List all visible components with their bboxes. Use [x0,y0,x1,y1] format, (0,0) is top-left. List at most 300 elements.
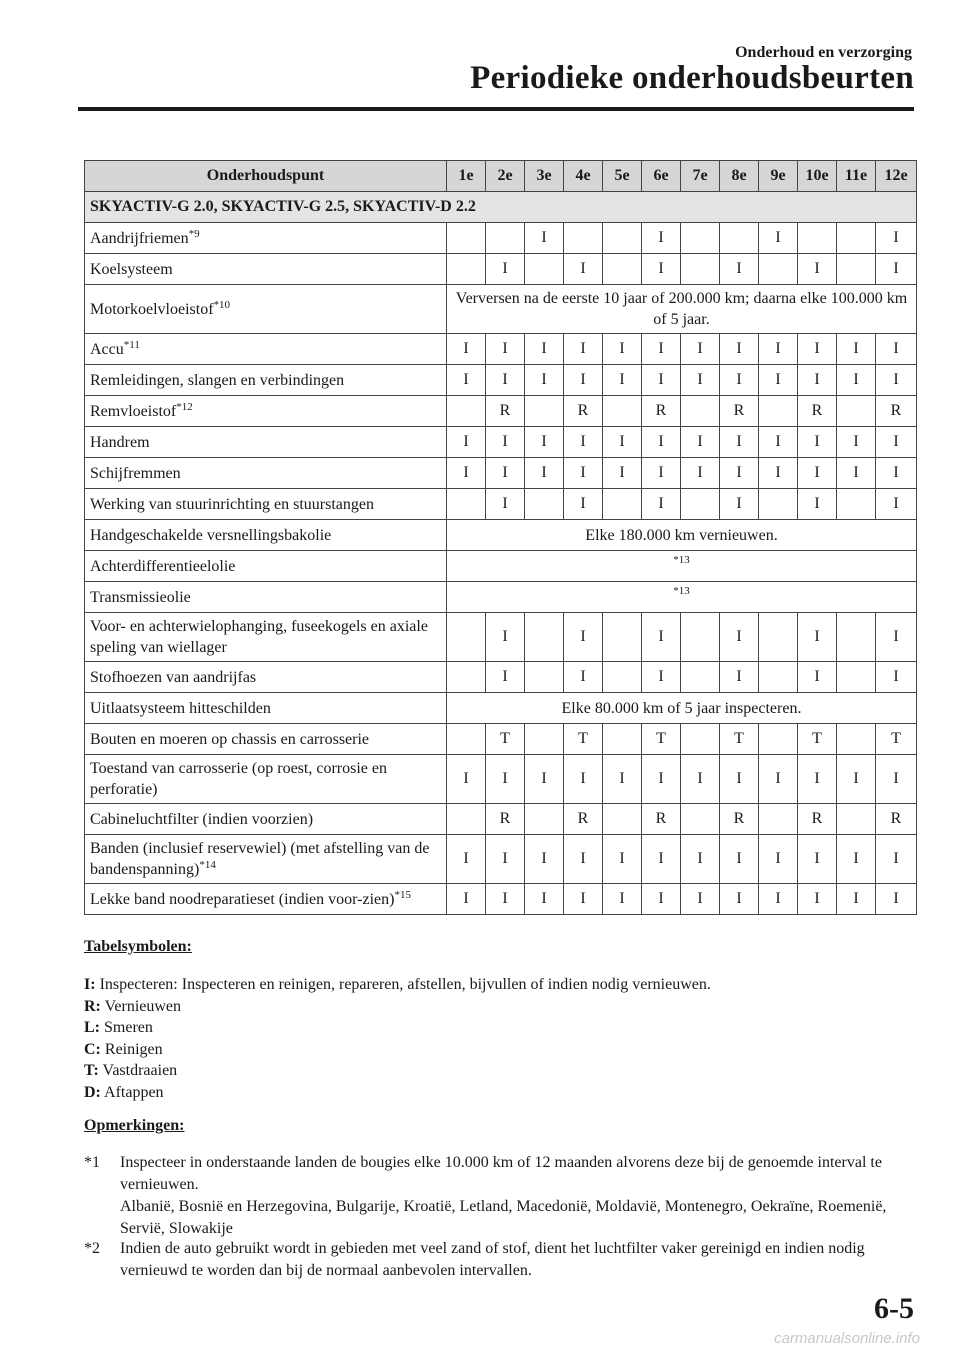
interval-cell [525,396,564,427]
interval-cell [486,223,525,254]
interval-cell: I [486,755,525,804]
interval-cell: I [837,755,876,804]
interval-cell: I [486,254,525,285]
row-item-text: Banden (inclusief reservewiel) (met afstelling van de bandenspanning) [90,840,430,878]
table-row [85,334,917,365]
table-row [85,427,917,458]
interval-cell: I [681,884,720,915]
table-row [85,755,917,804]
interval-cell: I [642,223,681,254]
symbol-entry [84,1017,711,1039]
interval-cell: R [486,804,525,835]
interval-cell: I [681,334,720,365]
symbol-text: Vastdraaien [102,1062,178,1079]
symbol-key: D: [84,1083,101,1101]
row-item-text: Bouten en moeren op chassis en carrosserie [90,730,370,748]
interval-cell: I [564,489,603,520]
remarks-heading: Opmerkingen: [84,1117,185,1134]
interval-cell: I [837,835,876,884]
interval-cell [447,804,486,835]
interval-cell [681,804,720,835]
interval-cell: I [798,489,837,520]
interval-cell [603,396,642,427]
symbols-heading: Tabelsymbolen: [84,938,192,955]
remark-text: Albanië, Bosnië en Herzegovina, Bulgarije, Kroatië, Letland, Macedonië, Moldavië, Montenegro, Oekraïne, Roemenië, Servië, Slowakije [120,1198,887,1237]
interval-cell: I [759,334,798,365]
interval-cell: I [720,755,759,804]
interval-cell: I [798,458,837,489]
interval-cell [837,254,876,285]
row-item-label [85,285,447,334]
column-header-interval: 3e [525,161,564,192]
footnote-ref: *9 [188,227,200,240]
symbol-entry [84,996,711,1018]
row-item-label [85,489,447,520]
interval-cell: I [564,334,603,365]
header-rule [78,107,914,111]
interval-cell: I [798,662,837,693]
row-item-label [85,835,447,884]
interval-cell: I [603,835,642,884]
column-header-item: Onderhoudspunt [85,161,447,192]
interval-cell: R [486,396,525,427]
interval-cell: I [486,662,525,693]
interval-cell: I [720,365,759,396]
interval-cell [759,662,798,693]
row-item-text: Voor- en achterwielophanging, fuseekogels en axiale speling van wiellager [90,618,428,656]
interval-cell: I [837,365,876,396]
column-header-interval: 7e [681,161,720,192]
interval-cell: I [447,458,486,489]
interval-cell: I [681,365,720,396]
remark-entry [84,1238,914,1282]
table-header-row [85,161,917,192]
chapter-title: Periodieke onderhoudsbeurten [470,60,914,96]
interval-cell: T [642,724,681,755]
row-item-text: Cabineluchtfilter (indien voorzien) [90,810,314,828]
footnote-ref: *15 [394,888,411,901]
interval-cell [525,254,564,285]
symbol-key: T: [84,1062,99,1079]
row-item-label [85,223,447,254]
interval-cell: I [837,884,876,915]
interval-cell: I [642,489,681,520]
interval-cell [798,223,837,254]
interval-cell [759,804,798,835]
interval-cell: R [876,804,917,835]
interval-cell: I [759,365,798,396]
row-item-text: Motorkoelvloeistof [90,300,214,318]
page-number: 6-5 [874,1292,914,1325]
interval-cell: I [798,427,837,458]
interval-cell: I [720,254,759,285]
interval-cell [837,804,876,835]
interval-cell: I [681,755,720,804]
table-row [85,884,917,915]
interval-cell [837,724,876,755]
interval-cell: I [798,334,837,365]
row-item-text: Lekke band noodreparatieset (indien voor-zien) [90,890,395,908]
footnote-ref: *14 [199,859,216,871]
row-item-text: Schijfremmen [90,464,181,482]
interval-cell: I [798,365,837,396]
column-header-interval: 12e [876,161,917,192]
interval-cell [837,223,876,254]
interval-cell: R [564,396,603,427]
interval-cell: I [642,835,681,884]
row-item-text: Handgeschakelde versnellingsbakolie [90,526,332,544]
interval-cell: I [564,365,603,396]
interval-cell [603,489,642,520]
interval-cell: I [447,334,486,365]
table-row [85,458,917,489]
interval-cell: I [720,458,759,489]
row-item-text: Aandrijfriemen [90,229,189,247]
interval-cell: I [720,835,759,884]
row-item-label [85,551,447,582]
interval-cell: I [876,835,917,884]
interval-cell: I [486,334,525,365]
interval-cell [603,724,642,755]
interval-cell [837,489,876,520]
interval-cell [759,489,798,520]
column-header-interval: 2e [486,161,525,192]
interval-cell: I [525,835,564,884]
interval-cell: I [681,427,720,458]
symbol-text: Reinigen [104,1040,163,1058]
interval-cell: I [486,458,525,489]
row-item-label [85,334,447,365]
column-header-interval: 4e [564,161,603,192]
interval-cell [447,489,486,520]
table-row [85,662,917,693]
symbol-entry [84,1039,711,1061]
interval-cell [603,254,642,285]
interval-cell: I [564,884,603,915]
interval-cell: T [876,724,917,755]
interval-cell: I [798,884,837,915]
row-item-text: Koelsysteem [90,260,173,278]
interval-cell: R [642,804,681,835]
interval-cell: I [876,489,917,520]
interval-cell: I [486,835,525,884]
table-section-row [85,192,917,223]
interval-cell: I [564,254,603,285]
remark-text: Indien de auto gebruikt wordt in gebieden met veel zand of stof, dient het luchtfilter vaker gereinigd en indien nodig vernieuwd te worden dan bij de normaal aanbevolen intervallen. [120,1240,865,1279]
row-item-label [85,724,447,755]
interval-cell [525,489,564,520]
column-header-interval: 6e [642,161,681,192]
remark-mark: *2 [84,1240,100,1257]
interval-cell: I [603,427,642,458]
interval-cell: I [837,334,876,365]
interval-cell: I [876,223,917,254]
column-header-interval: 8e [720,161,759,192]
interval-cell: T [486,724,525,755]
row-item-label [85,755,447,804]
interval-cell: I [876,662,917,693]
interval-cell: I [642,254,681,285]
interval-cell: I [720,427,759,458]
row-item-label [85,458,447,489]
column-header-interval: 5e [603,161,642,192]
interval-cell: T [798,724,837,755]
interval-cell: I [603,884,642,915]
footnote-ref: *12 [176,400,193,413]
interval-cell: I [720,489,759,520]
interval-cell: I [486,489,525,520]
interval-cell: I [486,365,525,396]
interval-cell [837,396,876,427]
interval-cell: I [447,365,486,396]
row-item-text: Achterdifferentieelolie [90,557,236,575]
interval-cell: I [525,365,564,396]
symbol-entry [84,1082,711,1104]
interval-cell [681,724,720,755]
interval-cell: I [642,458,681,489]
row-item-label [85,427,447,458]
interval-cell [681,223,720,254]
interval-cell: R [564,804,603,835]
interval-cell: I [642,365,681,396]
remark-text: Inspecteer in onderstaande landen de bougies elke 10.000 km of 12 maanden alvorens deze bij de genoemde interval te vernieuwen. [120,1154,882,1193]
interval-cell: I [525,755,564,804]
interval-cell [681,254,720,285]
interval-cell [603,223,642,254]
table-row [85,724,917,755]
interval-cell: I [837,458,876,489]
interval-cell: I [525,458,564,489]
interval-cell [447,613,486,662]
table-row [85,693,917,724]
symbol-entry [84,1060,711,1082]
row-item-text: Stofhoezen van aandrijfas [90,668,257,686]
interval-cell: I [564,613,603,662]
symbols-list [84,974,711,1103]
row-item-label [85,804,447,835]
symbol-text: Inspecteren: Inspecteren en reinigen, repareren, afstellen, bijvullen of indien nodig vernieuwen. [99,976,711,993]
interval-cell: I [876,365,917,396]
table-row [85,582,917,613]
interval-cell: I [720,662,759,693]
interval-cell: I [798,835,837,884]
interval-cell: R [876,396,917,427]
column-header-interval: 9e [759,161,798,192]
interval-cell [525,662,564,693]
interval-cell [564,223,603,254]
table-row [85,396,917,427]
interval-cell [525,804,564,835]
interval-cell [447,724,486,755]
interval-cell: I [447,427,486,458]
remark-entry [84,1152,914,1240]
table-row [85,835,917,884]
interval-cell: I [486,427,525,458]
interval-cell [759,254,798,285]
column-header-interval: 10e [798,161,837,192]
interval-cell [759,396,798,427]
table-row [85,613,917,662]
interval-cell: R [798,396,837,427]
row-item-label [85,613,447,662]
interval-cell: I [525,427,564,458]
interval-cell [837,662,876,693]
symbol-key: R: [84,997,101,1015]
row-span-note: Elke 80.000 km of 5 jaar inspecteren. [447,693,917,724]
table-row [85,520,917,551]
row-span-note: Verversen na de eerste 10 jaar of 200.000 km; daarna elke 100.000 km of 5 jaar. [447,285,917,334]
footnote-ref: *11 [123,338,140,351]
row-item-label [85,365,447,396]
interval-cell [525,724,564,755]
interval-cell: I [603,755,642,804]
row-item-label [85,662,447,693]
symbol-key: L: [84,1019,100,1036]
interval-cell: T [564,724,603,755]
interval-cell: I [447,755,486,804]
interval-cell: I [759,223,798,254]
interval-cell: I [837,427,876,458]
interval-cell [837,613,876,662]
interval-cell: I [564,427,603,458]
interval-cell: I [603,458,642,489]
interval-cell: I [525,884,564,915]
interval-cell: I [798,755,837,804]
row-item-text: Werking van stuurinrichting en stuurstangen [90,495,374,513]
interval-cell [447,396,486,427]
interval-cell [603,662,642,693]
interval-cell: I [642,613,681,662]
table-row [85,254,917,285]
column-header-interval: 1e [447,161,486,192]
row-footnote-ref: *13 [447,551,917,582]
section-title: Onderhoud en verzorging [735,44,912,61]
interval-cell: I [642,427,681,458]
row-item-label [85,396,447,427]
interval-cell: I [642,334,681,365]
row-footnote-ref: *13 [447,582,917,613]
section-label: SKYACTIV-G 2.0, SKYACTIV-G 2.5, SKYACTIV-D 2.2 [85,192,917,223]
interval-cell: I [486,884,525,915]
interval-cell: I [603,365,642,396]
interval-cell [681,613,720,662]
interval-cell [720,223,759,254]
interval-cell: I [759,755,798,804]
interval-cell: I [681,835,720,884]
interval-cell: I [642,755,681,804]
interval-cell: I [759,427,798,458]
interval-cell: I [564,458,603,489]
row-item-text: Accu [90,340,124,358]
interval-cell [681,662,720,693]
maintenance-table [84,160,917,915]
interval-cell: I [564,662,603,693]
interval-cell: I [603,334,642,365]
interval-cell: I [876,884,917,915]
row-item-label [85,884,447,915]
row-span-note: Elke 180.000 km vernieuwen. [447,520,917,551]
row-item-label [85,520,447,551]
table-row [85,489,917,520]
row-item-text: Toestand van carrosserie (op roest, corrosie en perforatie) [90,760,387,798]
interval-cell: I [564,835,603,884]
table-row [85,365,917,396]
interval-cell [759,613,798,662]
interval-cell [447,254,486,285]
interval-cell: I [876,613,917,662]
interval-cell: I [447,884,486,915]
interval-cell: I [876,755,917,804]
interval-cell: I [642,884,681,915]
footnote-ref: *10 [213,298,231,311]
interval-cell: I [798,254,837,285]
symbol-entry [84,974,711,996]
table-row [85,551,917,582]
table-row [85,223,917,254]
interval-cell: I [759,884,798,915]
row-item-label [85,693,447,724]
interval-cell: I [525,334,564,365]
interval-cell [759,724,798,755]
row-item-text: Remleidingen, slangen en verbindingen [90,371,345,389]
interval-cell: I [720,613,759,662]
row-item-label [85,582,447,613]
interval-cell [681,489,720,520]
interval-cell: I [876,334,917,365]
remark-mark: *1 [84,1154,100,1171]
row-item-text: Transmissieolie [90,588,191,606]
interval-cell: I [876,458,917,489]
interval-cell: R [798,804,837,835]
symbol-text: Aftappen [104,1083,164,1101]
interval-cell: I [876,427,917,458]
interval-cell: I [525,223,564,254]
column-header-interval: 11e [837,161,876,192]
symbol-text: Vernieuwen [104,997,182,1015]
interval-cell [525,613,564,662]
interval-cell: R [642,396,681,427]
symbol-key: C: [84,1040,101,1058]
symbol-key: I: [84,976,96,993]
interval-cell: I [876,254,917,285]
interval-cell [447,223,486,254]
interval-cell: I [447,835,486,884]
interval-cell: I [564,755,603,804]
interval-cell: I [681,458,720,489]
row-item-text: Uitlaatsysteem hitteschilden [90,699,271,717]
interval-cell: I [759,835,798,884]
interval-cell: I [759,458,798,489]
interval-cell [603,804,642,835]
row-item-text: Remvloeistof [90,402,177,420]
watermark: carmanualsonline.info [774,1330,920,1347]
interval-cell: I [642,662,681,693]
row-item-text: Handrem [90,433,150,451]
table-row [85,804,917,835]
interval-cell: I [798,613,837,662]
interval-cell: I [486,613,525,662]
interval-cell: I [720,884,759,915]
interval-cell: R [720,396,759,427]
interval-cell [681,396,720,427]
table-row [85,285,917,334]
row-item-label [85,254,447,285]
interval-cell: I [720,334,759,365]
interval-cell [447,662,486,693]
interval-cell: T [720,724,759,755]
interval-cell [603,613,642,662]
interval-cell: R [720,804,759,835]
